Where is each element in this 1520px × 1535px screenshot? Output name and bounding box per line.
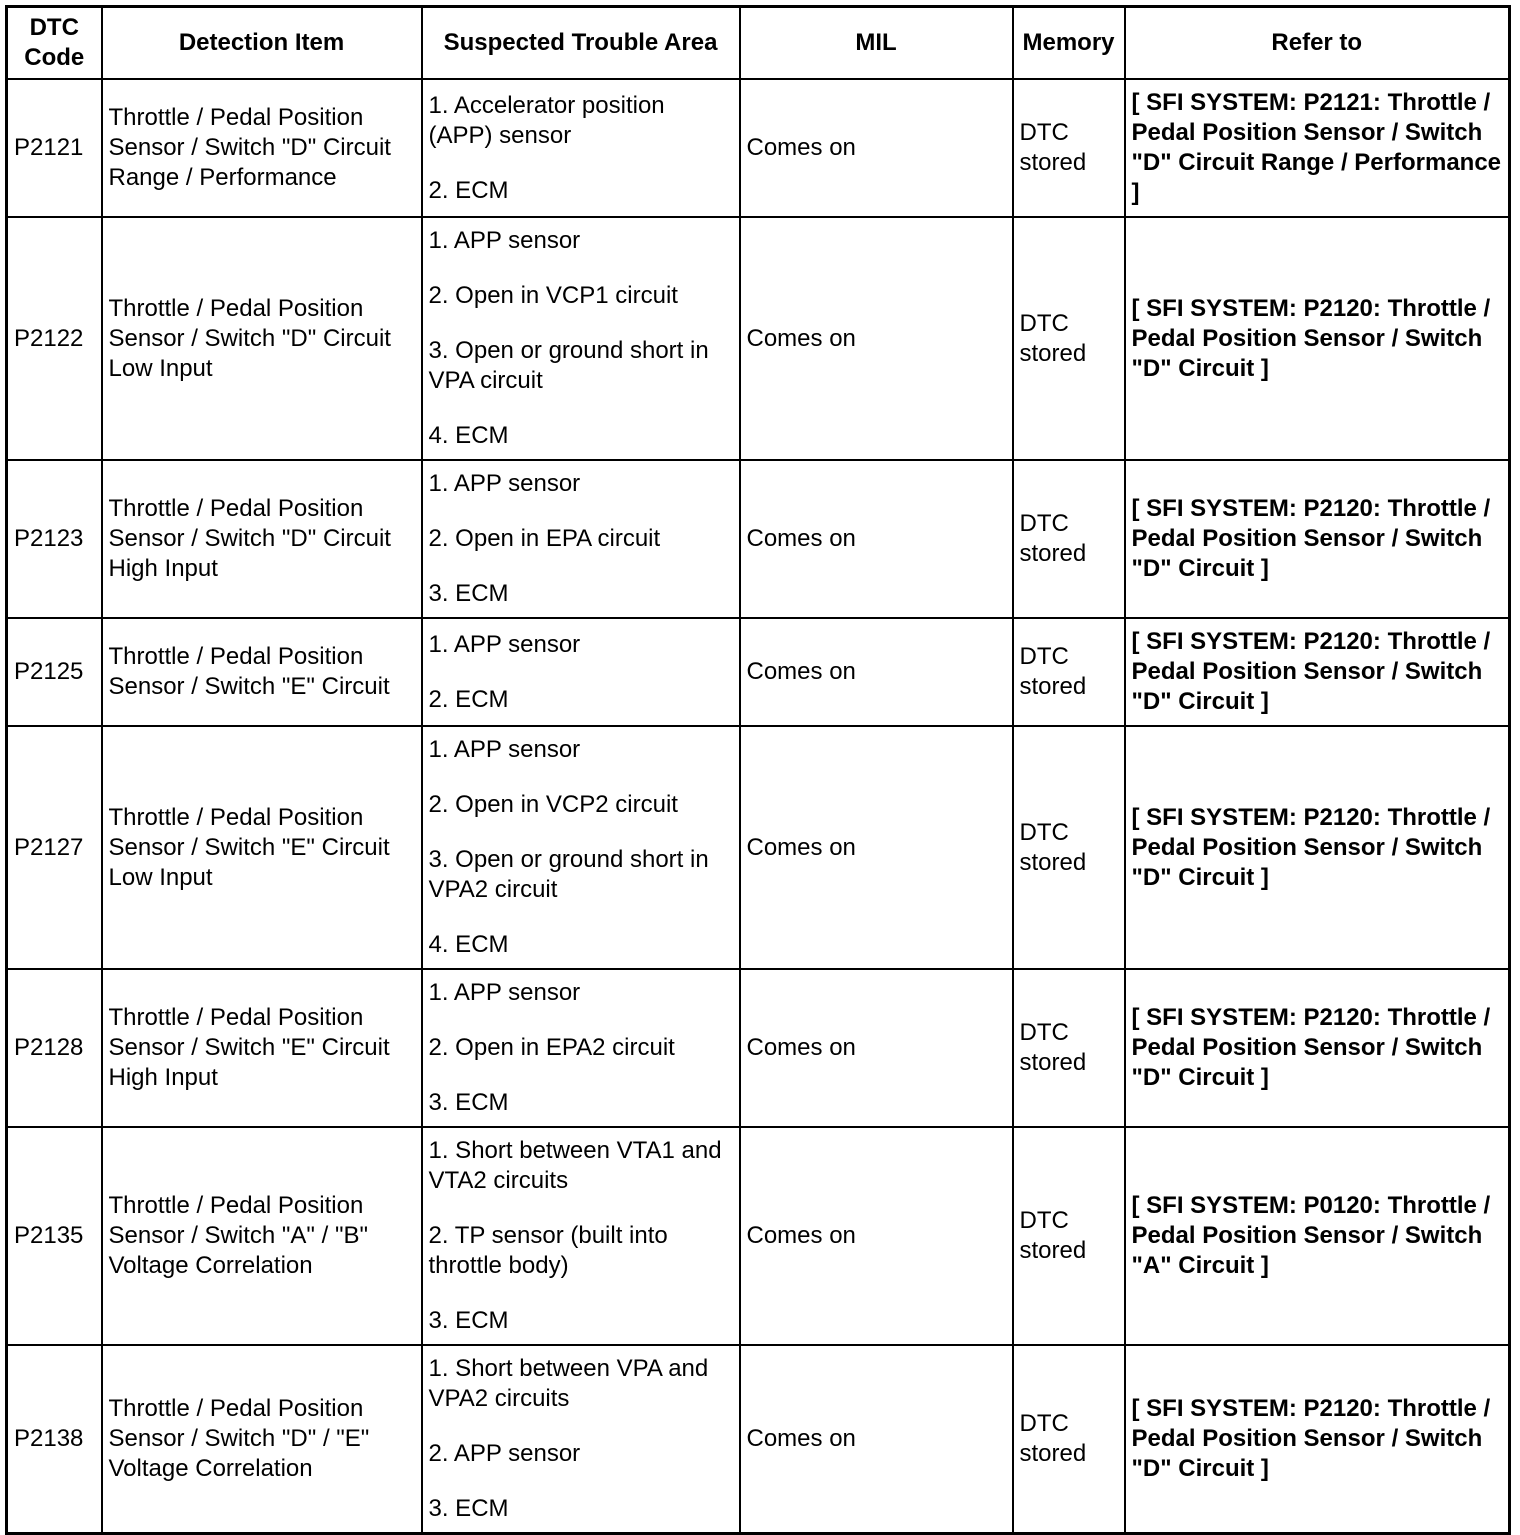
trouble-area-item: 3. Open or ground short in VPA2 circuit	[428, 846, 709, 903]
trouble-area-cell	[422, 726, 740, 969]
dtc-table	[5, 5, 1511, 1535]
trouble-area-item: 3. ECM	[428, 1307, 509, 1334]
refer-to-cell: [ SFI SYSTEM: P2120: Throttle / Pedal Position Sensor / Switch "D" Circuit ]	[1125, 217, 1510, 460]
header-mil: MIL	[740, 7, 1013, 80]
memory-cell: DTC stored	[1013, 460, 1125, 618]
trouble-area-item: 1. APP sensor	[428, 630, 581, 658]
trouble-area-item: 1. APP sensor	[428, 470, 581, 497]
trouble-area-item: 2. ECM	[428, 176, 509, 204]
trouble-area-cell	[422, 1345, 740, 1534]
detection-item-cell: Throttle / Pedal Position Sensor / Switch "D" / "E" Voltage Correlation	[102, 1345, 422, 1534]
memory-cell: DTC stored	[1013, 618, 1125, 726]
header-detection-item: Detection Item	[102, 7, 422, 80]
mil-cell: Comes on	[740, 969, 1013, 1127]
trouble-area-item: 1. APP sensor	[428, 227, 581, 254]
trouble-area-item: 2. Open in VCP2 circuit	[428, 791, 678, 818]
trouble-area-item: 4. ECM	[428, 931, 509, 958]
dtc-code-cell: P2127	[7, 726, 102, 969]
refer-to-cell: [ SFI SYSTEM: P0120: Throttle / Pedal Position Sensor / Switch "A" Circuit ]	[1125, 1127, 1510, 1345]
table-row	[7, 460, 1510, 618]
table-row	[7, 726, 1510, 969]
refer-to-cell: [ SFI SYSTEM: P2120: Throttle / Pedal Position Sensor / Switch "D" Circuit ]	[1125, 1345, 1510, 1534]
refer-to-cell: [ SFI SYSTEM: P2120: Throttle / Pedal Position Sensor / Switch "D" Circuit ]	[1125, 969, 1510, 1127]
memory-cell: DTC stored	[1013, 969, 1125, 1127]
table-header-row	[7, 7, 1510, 80]
memory-cell: DTC stored	[1013, 1345, 1125, 1534]
memory-cell: DTC stored	[1013, 217, 1125, 460]
dtc-code-cell: P2125	[7, 618, 102, 726]
table-row	[7, 1127, 1510, 1345]
refer-to-cell: [ SFI SYSTEM: P2120: Throttle / Pedal Position Sensor / Switch "D" Circuit ]	[1125, 460, 1510, 618]
trouble-area-cell	[422, 618, 740, 726]
table-row	[7, 79, 1510, 217]
trouble-area-item: 1. Accelerator position (APP) sensor	[428, 91, 665, 149]
trouble-area-cell	[422, 79, 740, 217]
dtc-code-cell: P2128	[7, 969, 102, 1127]
dtc-code-cell: P2138	[7, 1345, 102, 1534]
mil-cell: Comes on	[740, 79, 1013, 217]
header-memory: Memory	[1013, 7, 1125, 80]
mil-cell: Comes on	[740, 726, 1013, 969]
trouble-area-cell	[422, 969, 740, 1127]
detection-item-cell: Throttle / Pedal Position Sensor / Switch "D" Circuit Range / Performance	[102, 79, 422, 217]
trouble-area-item: 1. APP sensor	[428, 979, 581, 1006]
refer-to-cell: [ SFI SYSTEM: P2120: Throttle / Pedal Position Sensor / Switch "D" Circuit ]	[1125, 618, 1510, 726]
header-suspected-trouble-area: Suspected Trouble Area	[422, 7, 740, 80]
trouble-area-item: 3. ECM	[428, 1495, 509, 1522]
trouble-area-item: 3. ECM	[428, 580, 509, 607]
trouble-area-cell	[422, 460, 740, 618]
mil-cell: Comes on	[740, 460, 1013, 618]
detection-item-cell: Throttle / Pedal Position Sensor / Switch "A" / "B" Voltage Correlation	[102, 1127, 422, 1345]
table-row	[7, 217, 1510, 460]
mil-cell: Comes on	[740, 1345, 1013, 1534]
dtc-code-cell: P2122	[7, 217, 102, 460]
detection-item-cell: Throttle / Pedal Position Sensor / Switch "E" Circuit	[102, 618, 422, 726]
trouble-area-item: 2. Open in VCP1 circuit	[428, 282, 678, 309]
refer-to-cell: [ SFI SYSTEM: P2121: Throttle / Pedal Position Sensor / Switch "D" Circuit Range / Performance ]	[1125, 79, 1510, 217]
mil-cell: Comes on	[740, 618, 1013, 726]
trouble-area-item: 3. Open or ground short in VPA circuit	[428, 337, 709, 394]
trouble-area-item: 3. ECM	[428, 1089, 509, 1116]
header-dtc-code: DTC Code	[7, 7, 102, 80]
refer-to-cell: [ SFI SYSTEM: P2120: Throttle / Pedal Position Sensor / Switch "D" Circuit ]	[1125, 726, 1510, 969]
table-row	[7, 969, 1510, 1127]
table-row	[7, 618, 1510, 726]
detection-item-cell: Throttle / Pedal Position Sensor / Switch "E" Circuit High Input	[102, 969, 422, 1127]
trouble-area-item: 1. Short between VTA1 and VTA2 circuits	[428, 1137, 722, 1194]
memory-cell: DTC stored	[1013, 1127, 1125, 1345]
trouble-area-item: 4. ECM	[428, 422, 509, 449]
trouble-area-item: 2. Open in EPA2 circuit	[428, 1034, 675, 1061]
dtc-code-cell: P2121	[7, 79, 102, 217]
memory-cell: DTC stored	[1013, 726, 1125, 969]
mil-cell: Comes on	[740, 1127, 1013, 1345]
trouble-area-item: 2. TP sensor (built into throttle body)	[428, 1222, 668, 1279]
detection-item-cell: Throttle / Pedal Position Sensor / Switch "D" Circuit High Input	[102, 460, 422, 618]
detection-item-cell: Throttle / Pedal Position Sensor / Switch "E" Circuit Low Input	[102, 726, 422, 969]
detection-item-cell: Throttle / Pedal Position Sensor / Switch "D" Circuit Low Input	[102, 217, 422, 460]
mil-cell: Comes on	[740, 217, 1013, 460]
trouble-area-item: 1. APP sensor	[428, 736, 581, 763]
header-refer-to: Refer to	[1125, 7, 1510, 80]
trouble-area-item: 1. Short between VPA and VPA2 circuits	[428, 1355, 709, 1412]
dtc-code-cell: P2135	[7, 1127, 102, 1345]
trouble-area-cell	[422, 1127, 740, 1345]
trouble-area-item: 2. APP sensor	[428, 1440, 581, 1467]
trouble-area-item: 2. Open in EPA circuit	[428, 525, 661, 552]
dtc-code-cell: P2123	[7, 460, 102, 618]
trouble-area-cell	[422, 217, 740, 460]
memory-cell: DTC stored	[1013, 79, 1125, 217]
table-row	[7, 1345, 1510, 1534]
trouble-area-item: 2. ECM	[428, 685, 509, 713]
